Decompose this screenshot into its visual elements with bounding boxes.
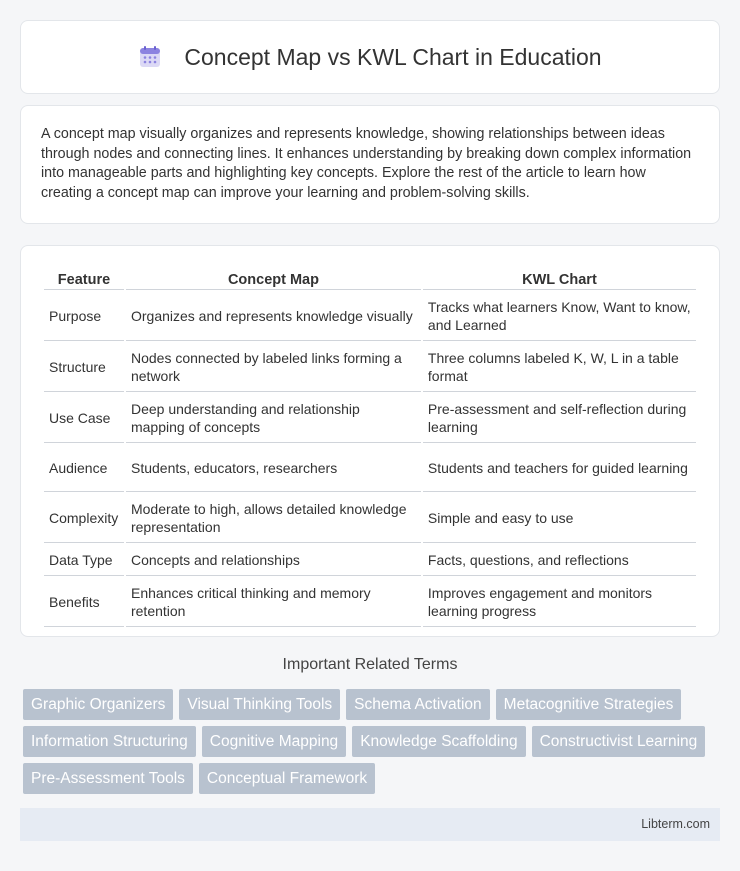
related-term-tag[interactable]: Constructivist Learning xyxy=(532,726,706,757)
header-concept-map: Concept Map xyxy=(126,268,421,290)
row-feature: Structure xyxy=(44,343,124,392)
calendar-icon xyxy=(138,45,162,69)
row-kwl-chart: Facts, questions, and reflections xyxy=(423,545,696,576)
row-feature: Audience xyxy=(44,445,124,492)
table-row xyxy=(44,494,696,543)
header-feature: Feature xyxy=(44,268,124,290)
related-terms-title: Important Related Terms xyxy=(282,656,458,673)
row-concept-map: Moderate to high, allows detailed knowledge representation xyxy=(126,494,421,543)
footer-site-link[interactable]: Libterm.com xyxy=(641,817,710,831)
table-row xyxy=(44,445,696,492)
row-concept-map: Nodes connected by labeled links forming a network xyxy=(126,343,421,392)
row-kwl-chart: Improves engagement and monitors learning progress xyxy=(423,578,696,627)
comparison-card xyxy=(20,245,720,637)
row-kwl-chart: Students and teachers for guided learning xyxy=(423,445,696,492)
row-concept-map: Concepts and relationships xyxy=(126,545,421,576)
related-term-tag[interactable]: Knowledge Scaffolding xyxy=(352,726,525,757)
table-row xyxy=(44,394,696,443)
page-title: Concept Map vs KWL Chart in Education xyxy=(184,43,602,70)
row-kwl-chart: Pre-assessment and self-reflection during learning xyxy=(423,394,696,443)
related-terms-list xyxy=(23,689,723,800)
related-term-tag[interactable]: Conceptual Framework xyxy=(199,763,375,794)
row-concept-map: Students, educators, researchers xyxy=(126,445,421,492)
header-kwl-chart: KWL Chart xyxy=(423,268,696,290)
intro-card xyxy=(20,105,720,224)
row-concept-map: Enhances critical thinking and memory retention xyxy=(126,578,421,627)
row-feature: Complexity xyxy=(44,494,124,543)
row-kwl-chart: Simple and easy to use xyxy=(423,494,696,543)
table-row xyxy=(44,343,696,392)
row-feature: Use Case xyxy=(44,394,124,443)
related-term-tag[interactable]: Information Structuring xyxy=(23,726,196,757)
related-term-tag[interactable]: Schema Activation xyxy=(346,689,490,720)
comparison-table xyxy=(42,266,698,629)
footer xyxy=(20,808,720,841)
row-concept-map: Organizes and represents knowledge visually xyxy=(126,292,421,341)
row-feature: Purpose xyxy=(44,292,124,341)
table-row xyxy=(44,578,696,627)
row-feature: Benefits xyxy=(44,578,124,627)
table-row xyxy=(44,545,696,576)
row-kwl-chart: Tracks what learners Know, Want to know, and Learned xyxy=(423,292,696,341)
table-header-row xyxy=(44,268,696,290)
related-term-tag[interactable]: Metacognitive Strategies xyxy=(496,689,682,720)
related-term-tag[interactable]: Graphic Organizers xyxy=(23,689,173,720)
row-feature: Data Type xyxy=(44,545,124,576)
row-concept-map: Deep understanding and relationship mapping of concepts xyxy=(126,394,421,443)
table-row xyxy=(44,292,696,341)
related-term-tag[interactable]: Visual Thinking Tools xyxy=(179,689,340,720)
related-term-tag[interactable]: Pre-Assessment Tools xyxy=(23,763,193,794)
title-card xyxy=(20,20,720,94)
intro-paragraph: A concept map visually organizes and represents knowledge, showing relationships between ideas through nodes and connecting lines. It enhances understanding by breaking down complex information into manageable parts and highlighting key concepts. Explore the rest of the article to learn how creating a concept map can improve your learning and problem-solving skills. xyxy=(41,126,692,201)
row-kwl-chart: Three columns labeled K, W, L in a table format xyxy=(423,343,696,392)
related-term-tag[interactable]: Cognitive Mapping xyxy=(202,726,346,757)
